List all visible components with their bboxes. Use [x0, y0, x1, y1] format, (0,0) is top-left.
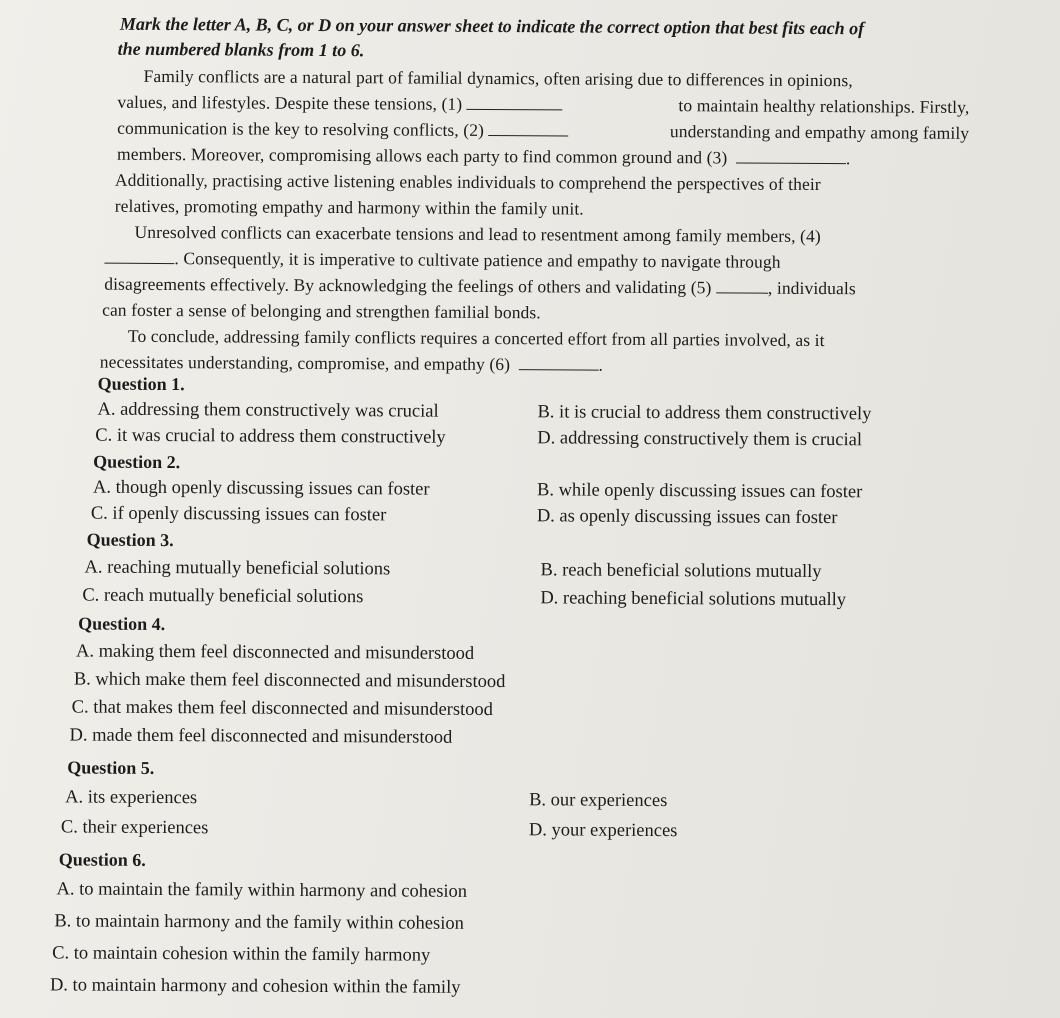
q4-option-d[interactable]: D. made them feel disconnected and misunderstood — [69, 725, 453, 748]
passage-p2-line-4: can foster a sense of belonging and strengthen familial bonds. — [102, 299, 541, 323]
q4-option-a[interactable]: A. making them feel disconnected and misunderstood — [75, 641, 475, 664]
passage-p2-line-1: Unresolved conflicts can exacerbate tensions and lead to resentment among family members, (4) — [134, 221, 821, 247]
q5-option-d[interactable]: D. your experiences — [528, 820, 678, 842]
question-6-title: Question 6. — [58, 849, 146, 870]
question-2-title: Question 2. — [93, 451, 181, 473]
q2-option-d[interactable]: D. as openly discussing issues can foster — [536, 506, 838, 529]
blank-4 — [104, 249, 174, 264]
q6-option-c[interactable]: C. to maintain cohesion within the family harmony — [52, 943, 431, 966]
passage-text: understanding and empathy among family — [669, 121, 970, 143]
q6-option-b[interactable]: B. to maintain harmony and the family within cohesion — [54, 911, 464, 934]
blank-1 — [467, 95, 563, 111]
q1-option-d[interactable]: D. addressing constructively them is crucial — [537, 428, 863, 451]
passage-text: to maintain healthy relationships. Firstly, — [678, 95, 970, 117]
q6-option-d[interactable]: D. to maintain harmony and cohesion within the family — [49, 975, 461, 998]
q1-option-b[interactable]: B. it is crucial to address them constructively — [537, 402, 872, 425]
passage-text: . — [598, 354, 604, 375]
passage-p1-line-3 — [117, 117, 969, 144]
q6-option-a[interactable]: A. to maintain the family within harmony and cohesion — [56, 879, 468, 902]
q3-option-a[interactable]: A. reaching mutually beneficial solutions — [84, 557, 391, 580]
passage-p1-line-1: Family conflicts are a natural part of familial dynamics, often arising due to differences in opinions, — [143, 65, 853, 91]
q3-option-b[interactable]: B. reach beneficial solutions mutually — [540, 560, 822, 583]
blank-3 — [736, 148, 846, 164]
q5-option-a[interactable]: A. its experiences — [65, 787, 198, 809]
q3-option-c[interactable]: C. reach mutually beneficial solutions — [82, 585, 364, 608]
question-3-title: Question 3. — [86, 529, 174, 551]
passage-text: communication is the key to resolving conflicts, (2) — [117, 117, 485, 140]
blank-5 — [716, 278, 768, 293]
q5-option-b[interactable]: B. our experiences — [529, 790, 668, 812]
passage-p2-line-2 — [104, 247, 780, 273]
q1-option-c[interactable]: C. it was crucial to address them constructively — [95, 425, 446, 448]
passage-p1-line-5: Additionally, practising active listening enables individuals to comprehend the perspectives of their — [114, 169, 821, 195]
q2-option-b[interactable]: B. while openly discussing issues can foster — [536, 480, 863, 503]
q2-option-c[interactable]: C. if openly discussing issues can foster — [90, 503, 387, 526]
passage-text: . Consequently, it is imperative to cultivate patience and empathy to navigate through — [174, 248, 781, 272]
q5-option-c[interactable]: C. their experiences — [60, 817, 209, 839]
q4-option-b[interactable]: B. which make them feel disconnected and misunderstood — [73, 669, 506, 693]
passage-p1-line-2 — [117, 91, 969, 118]
passage-text: , individuals — [767, 277, 856, 299]
q3-option-d[interactable]: D. reaching beneficial solutions mutually — [540, 588, 847, 611]
instruction-line-1: Mark the letter A, B, C, or D on your answer sheet to indicate the correct option that best fits each of — [119, 13, 865, 39]
passage-p3-line-1: To conclude, addressing family conflicts requires a concerted effort from all parties involved, as it — [127, 325, 825, 351]
q2-option-a[interactable]: A. though openly discussing issues can foster — [92, 477, 430, 500]
question-5-title: Question 5. — [67, 757, 155, 778]
passage-text: members. Moreover, compromising allows each party to find common ground and (3) — [117, 143, 728, 168]
blank-2 — [488, 121, 568, 136]
passage-text: values, and lifestyles. Despite these tensions, (1) — [117, 91, 463, 114]
passage-p1-line-4 — [117, 143, 850, 169]
passage-p2-line-3 — [104, 273, 856, 300]
q4-option-c[interactable]: C. that makes them feel disconnected and misunderstood — [71, 697, 494, 721]
question-1-title: Question 1. — [97, 373, 185, 395]
passage-p3-line-2 — [100, 351, 603, 376]
question-4-title: Question 4. — [78, 613, 166, 635]
passage-text: disagreements effectively. By acknowledging the feelings of others and validating (5) — [104, 273, 712, 298]
instruction-line-2: the numbered blanks from 1 to 6. — [117, 38, 365, 61]
q1-option-a[interactable]: A. addressing them constructively was crucial — [97, 399, 439, 422]
passage-text: . — [845, 148, 851, 169]
passage-p1-line-6: relatives, promoting empathy and harmony within the family unit. — [114, 195, 584, 219]
passage-text: necessitates understanding, compromise, and empathy (6) — [99, 351, 511, 375]
blank-6 — [519, 355, 599, 370]
